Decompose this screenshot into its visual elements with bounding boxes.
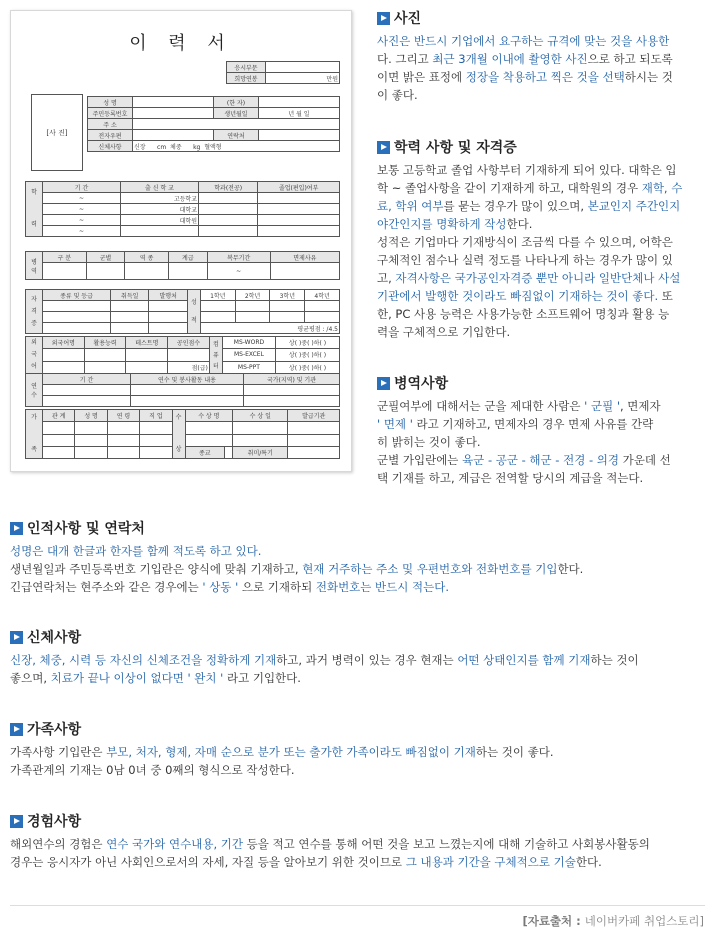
highlight-text: 현재 거주하는 주소 및 우편번호와 전화번호를 기입	[302, 562, 558, 576]
paragraph-line	[10, 761, 710, 779]
section-education	[377, 137, 709, 341]
paragraph-line	[10, 853, 710, 871]
footer-divider	[10, 905, 705, 906]
body-text: 보통 고등학교 졸업 사항부터 기재하게 되어 있다. 대학은 입	[377, 163, 677, 177]
paragraph-line	[377, 197, 709, 215]
paragraph-line	[377, 68, 709, 86]
section-military	[377, 373, 709, 487]
section-title: 신체사항	[27, 630, 82, 646]
highlight-text: 육군 - 공군 - 해군 - 전경 - 의경	[462, 453, 620, 467]
body-text: 하시는 것	[624, 70, 673, 84]
body-text: 이 좋다.	[377, 88, 418, 102]
resume-title: 이 력 서	[129, 33, 233, 54]
highlight-text: 신장, 체중, 시력 등 자신의 신체조건을 정확하게 기재	[10, 653, 277, 667]
photo-box	[31, 94, 83, 171]
section-bullet-icon	[10, 522, 23, 535]
body-text: 를 묻는 경우가 많이 있으며,	[443, 199, 588, 213]
source-name: 네이버카페 취업스토리]	[584, 914, 704, 928]
section-bullet-icon	[10, 723, 23, 736]
body-text: 히 밝히는 것이 좋다.	[377, 435, 481, 449]
body-text: 좋으며,	[10, 671, 51, 685]
section-contact	[10, 518, 710, 596]
paragraph-line	[377, 469, 709, 487]
section-title: 경험사항	[27, 814, 82, 830]
paragraph-line	[377, 50, 709, 68]
paragraph-line	[377, 433, 709, 451]
body-text: 긴급연락처는 현주소와 같은 경우에는	[10, 580, 203, 594]
highlight-text: 재학, 수	[641, 181, 683, 195]
section-body	[10, 651, 710, 687]
paragraph-line	[10, 743, 710, 761]
body-text: 학 ~ 졸업사항을 같이 기재하게 하고, 대학원의 경우	[377, 181, 642, 195]
section-bullet-icon	[377, 377, 390, 390]
highlight-text: 사진은 반드시 기업에서 요구하는 규격에 맞는 것을 사용한	[377, 34, 670, 48]
photo-label: [사 진]	[46, 128, 68, 137]
body-text: 군별 가입란에는	[377, 453, 463, 467]
section-body	[10, 743, 710, 779]
section-bullet-icon	[10, 815, 23, 828]
body-text: 이면 밝은 표정에	[377, 70, 466, 84]
body-text: 으로 하고 되도록	[587, 52, 673, 66]
highlight-text: 기관에서 발행한 것이라도 빠짐없이 기재하는 것이 좋다.	[377, 289, 659, 303]
section-title: 가족사항	[27, 722, 82, 738]
highlight-text: 성명은 대개 한글과 한자를 함께 적도록 하고 있다.	[10, 544, 262, 558]
body-text: 하는 것이 좋다.	[475, 745, 554, 759]
highlight-text: 연수 국가와 연수내용, 기간	[106, 837, 244, 851]
body-text: 한다.	[575, 855, 602, 869]
body-text: 등을 적고 연수를 통해 어떤 것을 보고 느꼈는지에 대해 기술하고 사회봉사활동의	[243, 837, 650, 851]
body-text: 하는 것이	[590, 653, 639, 667]
body-text: 성적은 기업마다 기재방식이 조금씩 다를 수 있으며, 어학은	[377, 235, 673, 249]
family-table: 가 족 관 계 성 명 연 령 직 업 수 상 수 상 명 수 상 일 발급기관 종교 취미/특기	[25, 409, 340, 459]
paragraph-line	[377, 323, 709, 341]
paragraph-line	[10, 560, 710, 578]
body-text: 해외연수의 경험은	[10, 837, 107, 851]
source-credit	[522, 913, 704, 929]
body-text: 생년월일과 주민등록번호 기입란은 양식에 맞춰 기재하고,	[10, 562, 303, 576]
highlight-text: 어떤 상태인지를 함께 기재	[457, 653, 591, 667]
paragraph-line	[377, 161, 709, 179]
highlight-text: 최근 3개월 이내에 촬영한 사진	[432, 52, 588, 66]
body-text: 가운데 선	[619, 453, 671, 467]
section-title: 인적사항 및 연락처	[27, 521, 145, 537]
training-table: 연 수 기 간 연수 및 봉사활동 내용 국가(지역) 및 기관	[25, 373, 340, 407]
highlight-text: 정장을 착용하고 찍은 것을 선택	[465, 70, 625, 84]
section-body-info	[10, 627, 710, 687]
section-title: 병역사항	[394, 376, 449, 392]
section-family	[10, 719, 710, 779]
body-text: 고,	[377, 271, 396, 285]
section-body	[10, 542, 710, 596]
section-title: 학력 사항 및 자격증	[394, 140, 517, 156]
highlight-text: 본교인지 주간인지	[587, 199, 681, 213]
body-text: 다. 그리고	[377, 52, 433, 66]
body-text: 경우는 응시자가 아닌 사회인으로서의 자세, 자질 등을 알아보기 위한 것이므로	[10, 855, 406, 869]
highlight-text: ' 상동 '	[202, 580, 239, 594]
highlight-text: ' 군필 '	[584, 399, 620, 413]
body-text: 하고, 과거 병력이 있는 경우 현재는	[276, 653, 458, 667]
paragraph-line	[10, 835, 710, 853]
highlight-text: 부모, 처자, 형제, 자매 순으로 분가 또는 출가한 가족이라도 빠짐없이 기재	[106, 745, 476, 759]
section-bullet-icon	[377, 141, 390, 154]
certificate-table: 자 격 증 종류 및 등급 취득일 발행처 성 적 1학년 2학년 3학년 4학년 평균평점 : /4.5	[25, 289, 340, 334]
body-text: 택 기재를 하고, 계급은 전역할 당시의 계급을 적는다.	[377, 471, 644, 485]
body-text: , 면제자	[620, 399, 661, 413]
paragraph-line	[10, 542, 710, 560]
highlight-text: ' 면제 '	[377, 417, 413, 431]
section-photo	[377, 8, 709, 104]
education-table: 학 력 기 간 출 신 학 교 학과(전공) 졸업(편입)여부 ~ 고등학교 ~ 대학교 ~ 대학원 ~	[25, 181, 340, 237]
paragraph-line	[10, 578, 710, 596]
highlight-text: 야간인지를 명확하게 작성	[377, 217, 507, 231]
body-text: 가족관계의 기재는 0남 0녀 중 0째의 형식으로 작성한다.	[10, 763, 295, 777]
highlight-text: 료, 학위 여부	[377, 199, 444, 213]
highlight-text: 자격사항은 국가공인자격증 뿐만 아니라 일반단체나 사설	[395, 271, 681, 285]
body-text: 또	[658, 289, 673, 303]
body-text: 한, PC 사용 능력은 사용가능한 소프트웨어 명칭과 활용 능	[377, 307, 670, 321]
paragraph-line	[10, 669, 710, 687]
body-text: 가족사항 기입란은	[10, 745, 107, 759]
paragraph-line	[377, 397, 709, 415]
paragraph-line	[377, 86, 709, 104]
paragraph-line	[377, 287, 709, 305]
body-text: 한다.	[506, 217, 533, 231]
body-text: 라고 기재하고, 면제자의 경우 면제 사유를 간략	[412, 417, 654, 431]
resume-form-image	[10, 10, 352, 472]
basic-info-table: 성 명 (한 자) 주민등록번호 생년월일 년 월 일 주 소 전자우편 연락처 신체사항 신장 cm 체중 kg 혈액형	[87, 96, 340, 152]
section-body	[377, 161, 709, 341]
paragraph-line	[377, 215, 709, 233]
paragraph-line	[377, 451, 709, 469]
section-body	[10, 835, 710, 871]
source-label: [자료출처 :	[522, 914, 585, 928]
paragraph-line	[377, 251, 709, 269]
body-text: 으로 기재하되	[238, 580, 316, 594]
body-text: 구체적인 점수나 실력 정도를 나타나게 하는 경우가 많이 있	[377, 253, 673, 267]
paragraph-line	[377, 32, 709, 50]
language-table: 외 국 어 외국어명 활용능력 테스트명 공인점수 컴 퓨 터 MS-WORD 상( )중( )하( ) MS-EXCEL 상( )중( )하( ) 점(급) MS-PPT 상( )중( )하( )	[25, 336, 340, 374]
highlight-text: 치료가 끝나 이상이 없다면 ' 완치 '	[50, 671, 224, 685]
section-title: 사진	[394, 11, 422, 27]
paragraph-line	[377, 179, 709, 197]
body-text: 한다.	[557, 562, 584, 576]
paragraph-line	[377, 305, 709, 323]
section-bullet-icon	[10, 631, 23, 644]
paragraph-line	[377, 415, 709, 433]
applied-table: 응시부문 희망연봉 만원	[226, 61, 340, 84]
body-text: 라고 기입한다.	[223, 671, 301, 685]
highlight-text: 그 내용과 기간을 구체적으로 기술	[405, 855, 576, 869]
highlight-text: 전화번호는 반드시 적는다.	[315, 580, 450, 594]
section-body	[377, 397, 709, 487]
military-table: 병 역 구 분 군별 역 종 계급 복무기간 면제사유 ~	[25, 251, 340, 280]
body-text: 군필여부에 대해서는 군을 제대한 사람은	[377, 399, 585, 413]
section-body	[377, 32, 709, 104]
section-experience	[10, 811, 710, 871]
paragraph-line	[10, 651, 710, 669]
paragraph-line	[377, 269, 709, 287]
body-text: 력을 구체적으로 기입한다.	[377, 325, 511, 339]
paragraph-line	[377, 233, 709, 251]
section-bullet-icon	[377, 12, 390, 25]
